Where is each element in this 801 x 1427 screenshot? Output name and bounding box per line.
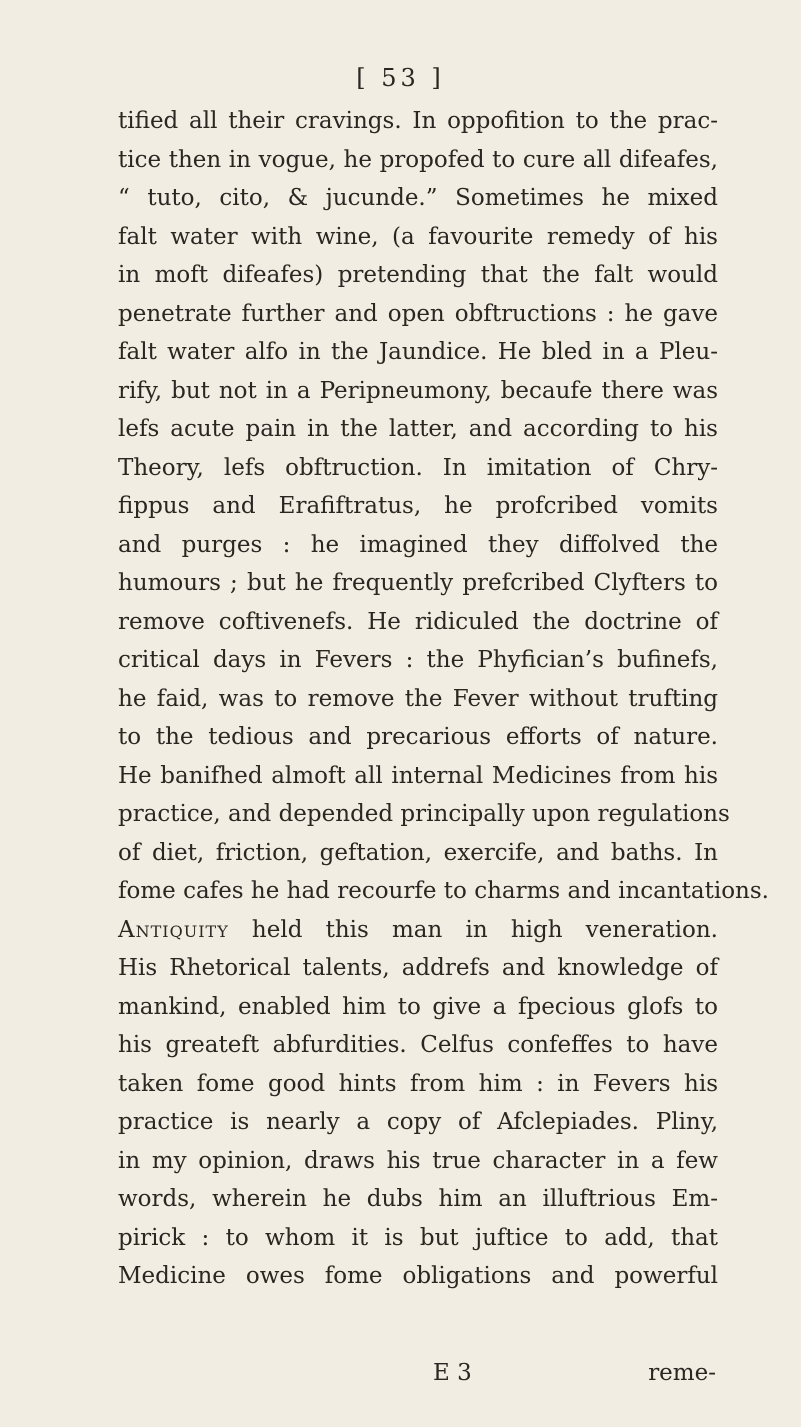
text-line: to the tedious and precarious efforts of nature. xyxy=(118,724,718,750)
smallcaps-word: Antiquity xyxy=(118,916,229,943)
text-line: mankind, enabled him to give a fpecious glofs to xyxy=(118,993,718,1020)
text-line: His Rhetorical talents, addrefs and knowledge of xyxy=(118,955,718,981)
text-line: Theory, lefs obftruction. In imitation of Chry- xyxy=(118,454,718,481)
text-line: “ tuto, cito, & jucunde.” Sometimes he mixed xyxy=(118,185,718,211)
text-line: humours ; but he frequently prefcribed Clyfters to xyxy=(118,570,718,596)
text-line: lefs acute pain in the latter, and according to his xyxy=(118,416,718,442)
text-line-antiquity xyxy=(118,911,718,950)
text-line: his greateft abfurdities. Celfus confeffes to have xyxy=(118,1032,718,1058)
text-line-rest: held this man in high veneration. xyxy=(228,916,718,943)
text-line: falt water alfo in the Jaundice. He bled in a Pleu- xyxy=(118,339,718,365)
text-line: and purges : he imagined they diffolved the xyxy=(118,531,718,558)
text-line: penetrate further and open obftructions : he gave xyxy=(118,300,718,327)
text-line: fome cafes he had recourfe to charms and incantations. xyxy=(118,878,769,904)
text-line: critical days in Fevers : the Phyfician’s bufinefs, xyxy=(118,647,718,673)
text-line: taken fome good hints from him : in Fevers his xyxy=(118,1070,718,1097)
text-line: Medicine owes fome obligations and powerful xyxy=(118,1263,718,1289)
text-line: fippus and Erafiftratus, he profcribed vomits xyxy=(118,493,718,519)
text-line: tice then in vogue, he propofed to cure all difeafes, xyxy=(118,146,718,173)
page-footer xyxy=(118,1360,718,1396)
text-line: of diet, friction, geftation, exercife, and baths. In xyxy=(118,839,718,866)
text-line: he faid, was to remove the Fever without trufting xyxy=(118,685,718,712)
text-line: in moft difeafes) pretending that the falt would xyxy=(118,262,718,288)
text-line: He banifhed almoft all internal Medicines from his xyxy=(118,762,718,789)
text-line: practice is nearly a copy of Afclepiades. Pliny, xyxy=(118,1109,718,1135)
page-number-header: [ 53 ] xyxy=(356,64,445,92)
text-line: falt water with wine, (a favourite remedy of his xyxy=(118,223,718,250)
text-line: remove coftivenefs. He ridiculed the doctrine of xyxy=(118,608,718,635)
signature-mark: E 3 xyxy=(433,1360,472,1386)
text-line: in my opinion, draws his true character in a few xyxy=(118,1147,718,1174)
text-line: pirick : to whom it is but juftice to add, that xyxy=(118,1224,718,1251)
text-line: tified all their cravings. In oppofition to the prac- xyxy=(118,108,718,134)
text-line: words, wherein he dubs him an illuftrious Em- xyxy=(118,1186,718,1212)
body-text xyxy=(118,102,769,1296)
text-line: rify, but not in a Peripneumony, becaufe there was xyxy=(118,377,718,404)
catchword: reme- xyxy=(648,1360,716,1386)
text-line: practice, and depended principally upon regulations xyxy=(118,801,730,827)
